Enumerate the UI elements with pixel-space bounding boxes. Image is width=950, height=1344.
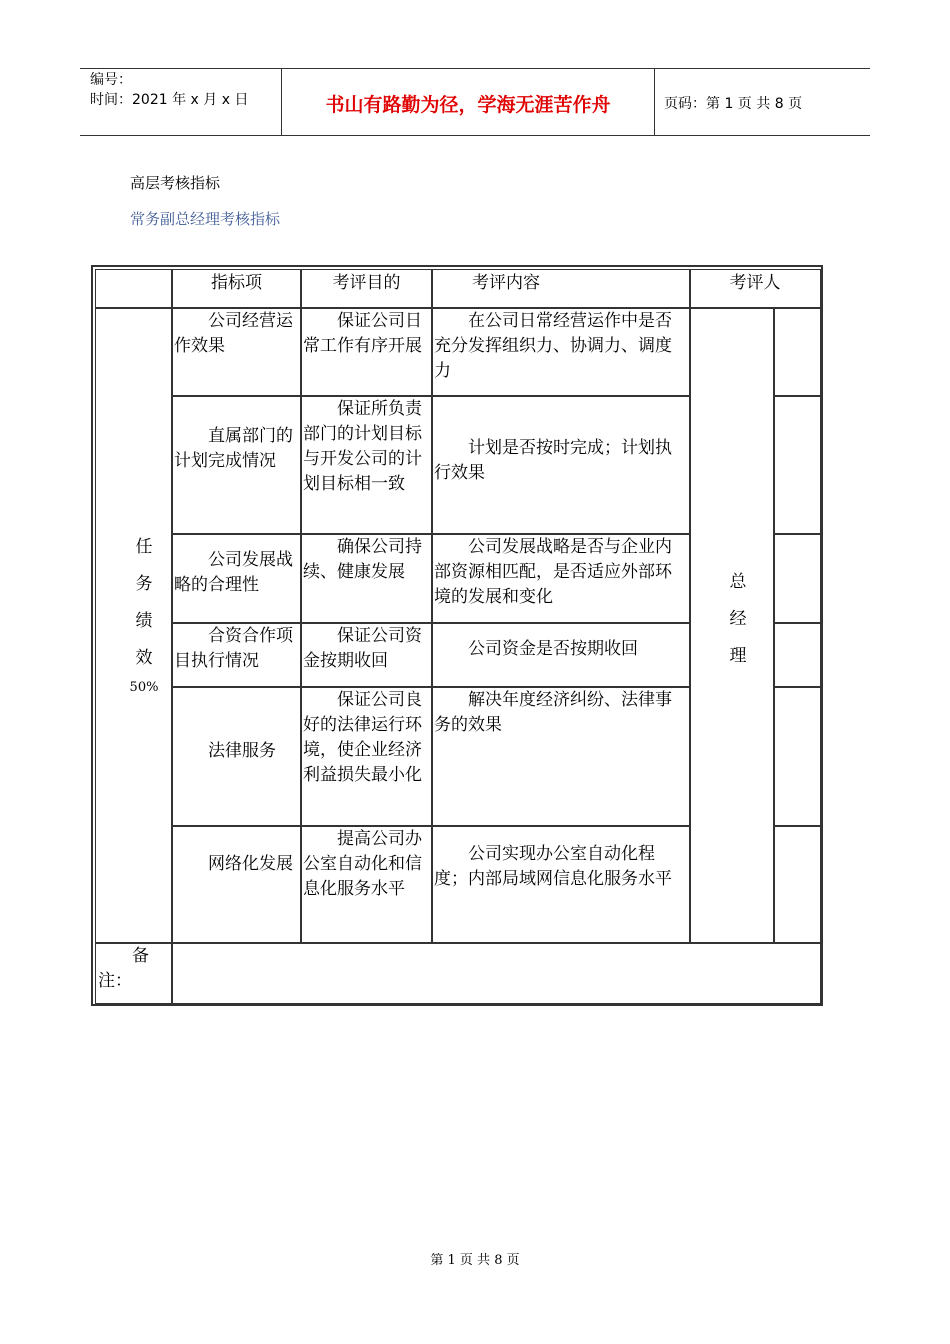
row-purpose: 保证所负责部门的计划目标与开发公司的计划目标相一致 [300,395,433,535]
evaluator-char: 经 [729,609,747,629]
row-content: 解决年度经济纠纷、法律事务的效果 [431,686,691,827]
time-label: 时间：2021 年 x 月 x 日 [90,92,249,108]
row-purpose: 保证公司资金按期收回 [300,622,433,688]
header-blank-cell [95,269,173,309]
header-evaluator: 考评人 [689,269,821,309]
row-purpose: 确保公司持续、健康发展 [300,533,433,624]
evaluator-score-cell [773,686,821,827]
document-title: 高层考核指标 [130,174,221,192]
category-char: 绩 [135,611,153,631]
evaluator-score-cell [773,825,821,944]
remark-label: 备注： [98,946,149,991]
row-item: 合资合作项目执行情况 [171,622,302,688]
row-item: 直属部门的计划完成情况 [171,395,302,535]
header-item: 指标项 [171,269,302,309]
remark-label-cell [95,942,173,1004]
header-bottom-rule [80,135,870,136]
header-page-info: 页码：第 1 页 共 8 页 [664,96,803,112]
header-divider [654,68,655,135]
evaluator-score-cell [773,307,821,397]
row-item: 法律服务 [171,686,302,827]
category-char: 效 [135,648,153,668]
category-char: 任 [135,537,153,557]
header-content: 考评内容 [431,269,691,309]
header-divider [281,68,282,135]
remark-content-cell [171,942,821,1004]
row-purpose: 保证公司良好的法律运行环境，使企业经济利益损失最小化 [300,686,433,827]
category-char: 务 [135,574,153,594]
row-content: 公司实现办公室自动化程度；内部局域网信息化服务水平 [431,825,691,944]
evaluator-score-cell [773,533,821,624]
page-footer: 第 1 页 共 8 页 [430,1253,520,1268]
row-item: 公司经营运作效果 [171,307,302,397]
header-top-rule [80,68,870,69]
row-content: 计划是否按时完成；计划执行效果 [431,395,691,535]
row-content: 公司资金是否按期收回 [431,622,691,688]
number-label: 编号： [90,72,132,88]
header-motto: 书山有路勤为径，学海无涯苦作舟 [325,94,611,116]
evaluator-label [693,564,783,675]
evaluation-table [91,265,823,1006]
evaluator-score-cell [773,622,821,688]
row-item: 网络化发展 [171,825,302,944]
row-purpose: 保证公司日常工作有序开展 [300,307,433,397]
category-weight: 50% [129,680,159,695]
row-purpose: 提高公司办公室自动化和信息化服务水平 [300,825,433,944]
row-content: 公司发展战略是否与企业内部资源相匹配，是否适应外部环境的发展和变化 [431,533,691,624]
document-subtitle: 常务副总经理考核指标 [130,210,281,228]
row-content: 在公司日常经营运作中是否充分发挥组织力、协调力、调度力 [431,307,691,397]
evaluator-score-cell [773,395,821,535]
header-purpose: 考评目的 [300,269,433,309]
row-item: 公司发展战略的合理性 [171,533,302,624]
header-meta [90,70,248,110]
evaluator-char: 理 [729,646,747,666]
evaluator-char: 总 [729,572,747,592]
